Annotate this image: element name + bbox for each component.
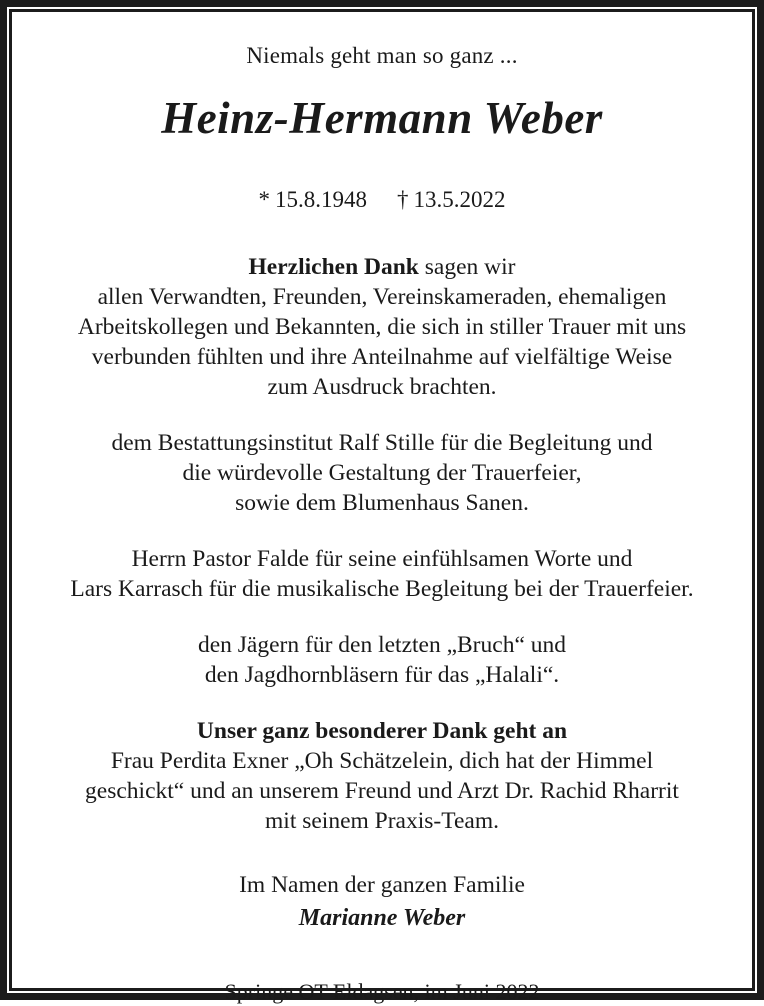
paragraph-lead: Herzlichen Dank — [248, 254, 419, 281]
motto-text: Niemals geht man so ganz ... — [246, 43, 518, 68]
paragraph-line: verbunden fühlten und ihre Anteilnahme auf vielfältige Weise — [91, 344, 673, 371]
family-intro: Im Namen der ganzen Familie — [239, 872, 525, 899]
paragraph-line: Frau Perdita Exner „Oh Schätzelein, dich hat der Himmel — [110, 748, 654, 775]
paragraph-line: Herrn Pastor Falde für seine einfühlsamen Worte und — [131, 546, 633, 573]
thanks-body — [36, 252, 728, 836]
paragraph-line: sowie dem Blumenhaus Sanen. — [235, 490, 529, 517]
birth-date — [259, 186, 368, 214]
birth-star-symbol: * — [258, 187, 270, 213]
paragraph-line: den Jagdhornbläsern für das „Halali“. — [204, 662, 560, 689]
paragraph-line: Lars Karrasch für die musikalische Begleitung bei der Trauerfeier. — [70, 576, 694, 603]
death-date — [397, 186, 506, 214]
paragraph-line: die würdevolle Gestaltung der Trauerfeier, — [182, 460, 582, 487]
deceased-name: Heinz-Hermann Weber — [161, 93, 603, 143]
paragraph-line: geschickt“ und an unserem Freund und Arzt Dr. Rachid Rharrit — [85, 778, 679, 805]
death-date-value: 13.5.2022 — [413, 187, 506, 213]
paragraph-line: Arbeitskollegen und Bekannten, die sich in stiller Trauer mit uns — [77, 314, 687, 341]
paragraph-line: dem Bestattungsinstitut Ralf Stille für die Begleitung und — [111, 430, 653, 457]
paragraph-line: zum Ausdruck brachten. — [267, 374, 497, 401]
birth-date-value: 15.8.1948 — [275, 187, 367, 213]
thanks-paragraph — [36, 630, 728, 690]
paragraph-lead-rest: sagen wir — [418, 254, 516, 281]
family-signature: Marianne Weber — [298, 905, 466, 932]
life-dates — [259, 186, 506, 214]
paragraph-lead-line — [36, 252, 728, 282]
death-cross-symbol: † — [397, 187, 409, 213]
special-thanks-paragraph — [36, 716, 728, 836]
place-and-date: Springe OT Eldagsen, im Juni 2022 — [224, 979, 540, 1005]
obituary-card — [9, 9, 755, 1005]
closing-block — [36, 870, 728, 1006]
paragraph-line: den Jägern für den letzten „Bruch“ und — [197, 632, 566, 659]
thanks-paragraph — [36, 252, 728, 402]
special-thanks-heading: Unser ganz besonderer Dank geht an — [196, 718, 568, 745]
paragraph-line: mit seinem Praxis-Team. — [265, 808, 499, 835]
thanks-paragraph — [36, 544, 728, 604]
thanks-paragraph — [36, 428, 728, 518]
paragraph-line: allen Verwandten, Freunden, Vereinskameraden, ehemaligen — [97, 284, 667, 311]
